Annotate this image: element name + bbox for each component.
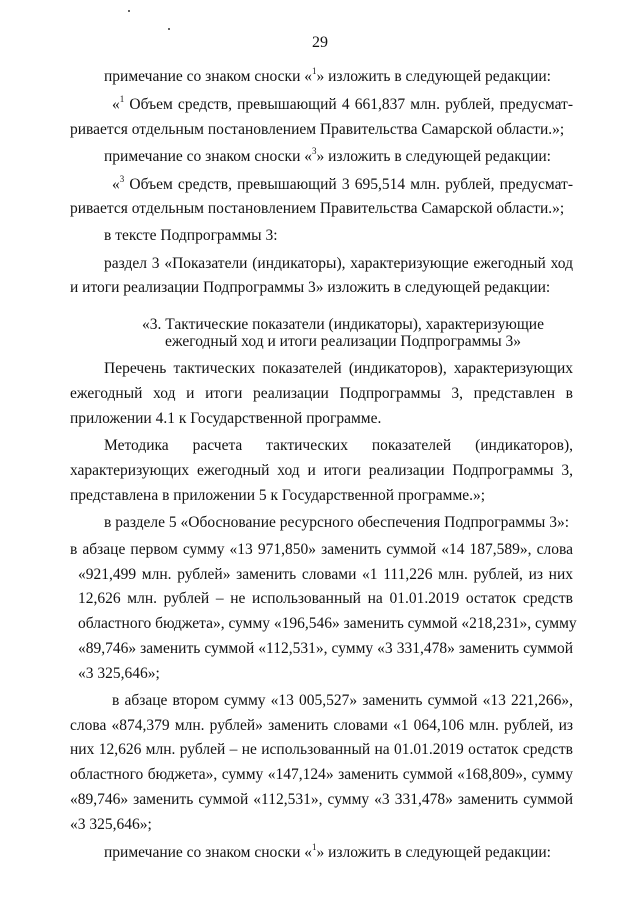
text-line: [104, 514, 569, 532]
text-line: [70, 462, 573, 480]
text-line: [70, 410, 560, 428]
text-line: [23, 333, 640, 351]
text-line: [70, 741, 573, 759]
text-line-content: примечание со знаком сноски «: [104, 148, 312, 165]
text-line-content: ривается отдельным постановлением Правительства Самарской области.»;: [70, 200, 565, 217]
text-line: [78, 665, 560, 683]
scan-speck: [128, 10, 130, 12]
footnote-mark: 1: [312, 841, 317, 852]
text-line: [70, 487, 560, 505]
text-line-content: примечание со знаком сноски «: [104, 844, 312, 861]
text-line-content: «89,746» заменить суммой «112,531», сумму «3 331,478» заменить суммой: [70, 791, 573, 808]
text-line: [104, 145, 552, 166]
text-line: [70, 121, 565, 139]
text-line: [112, 93, 573, 114]
text-line: [70, 717, 573, 735]
text-line: [70, 766, 573, 784]
text-line: [70, 385, 573, 403]
text-line-content: в разделе 5 «Обоснование ресурсного обеспечения Подпрограммы 3»:: [104, 514, 569, 531]
text-line-content: в абзаце первом сумму «13 971,850» заменить суммой «14 187,589», слова: [70, 541, 573, 558]
text-line-content: и итоги реализации Подпрограммы 3» изложить в следующей редакции:: [70, 279, 551, 296]
text-line: [70, 279, 560, 297]
text-line: [70, 791, 573, 809]
text-line-content: раздел 3 «Показатели (индикаторы), характеризующие ежегодный ход: [104, 255, 573, 272]
text-line-continuation: » изложить в следующей редакции:: [316, 148, 551, 165]
text-line: [78, 640, 573, 658]
text-line: [104, 437, 573, 455]
text-line-content: примечание со знаком сноски «: [104, 68, 312, 85]
footnote-mark: 3: [119, 173, 125, 184]
text-line: [104, 841, 560, 862]
text-line-content: в абзаце втором сумму «13 005,527» заменить суммой «13 221,266»,: [112, 692, 573, 709]
text-line-content: областного бюджета», сумму «147,124» заменить суммой «168,809», сумму: [70, 766, 573, 783]
text-line-content: «3 325,646»;: [78, 665, 160, 682]
text-line-continuation: Объем средств, превышающий 4 661,837 млн. рублей, предусмат-: [124, 96, 573, 113]
text-line: [104, 360, 573, 378]
page-number: 29: [312, 34, 328, 51]
scan-speck: [168, 28, 170, 30]
text-line: [78, 590, 573, 608]
text-line-content: Методика расчета тактических показателей (индикаторов),: [104, 437, 573, 454]
text-line-content: представлена в приложении 5 к Государственной программе.»;: [70, 487, 486, 504]
text-line-content: «3. Тактические показатели (индикаторы), характеризующие: [142, 316, 544, 333]
text-line-content: Перечень тактических показателей (индикаторов), характеризующих: [104, 360, 573, 377]
text-line: [78, 615, 577, 633]
text-line-content: областного бюджета», сумму «196,546» заменить суммой «218,231», сумму: [78, 615, 577, 632]
text-line-content: «921,499 млн. рублей» заменить словами «1 111,226 млн. рублей, из них: [78, 566, 573, 583]
text-line-content: «3 325,646»;: [70, 816, 152, 833]
footnote-mark: 3: [312, 145, 317, 156]
text-line-content: ривается отдельным постановлением Правительства Самарской области.»;: [70, 121, 565, 138]
text-line: [23, 316, 640, 334]
text-line-content: ежегодный ход и итоги реализации Подпрограммы 3, представлен в: [70, 385, 573, 402]
text-line: [104, 65, 552, 86]
text-line: [112, 692, 573, 710]
text-line-content: слова «874,379 млн. рублей» заменить словами «1 064,106 млн. рублей, из: [70, 717, 573, 734]
text-line-content: в тексте Подпрограммы 3:: [104, 227, 278, 244]
footnote-mark: 1: [312, 65, 317, 76]
text-line: [112, 173, 573, 194]
text-line-content: них 12,626 млн. рублей – не использованный на 01.01.2019 остаток средств: [70, 741, 573, 758]
text-line-content: 12,626 млн. рублей – не использованный на 01.01.2019 остаток средств: [78, 590, 573, 607]
text-line: [104, 227, 552, 245]
footnote-mark: 1: [119, 93, 125, 104]
text-line-continuation: » изложить в следующей редакции:: [316, 68, 551, 85]
text-line: [104, 255, 573, 273]
text-line: [70, 200, 565, 218]
text-line-content: приложении 4.1 к Государственной программе.: [70, 410, 382, 427]
text-line-continuation: Объем средств, превышающий 3 695,514 млн. рублей, предусмат-: [124, 176, 573, 193]
text-line-content: «: [112, 176, 120, 193]
text-line-content: «: [112, 96, 120, 113]
text-line-content: ежегодный ход и итоги реализации Подпрограммы 3»: [164, 333, 522, 350]
text-line-continuation: » изложить в следующей редакции:: [316, 844, 551, 861]
text-line: [70, 816, 560, 834]
text-line-content: «89,746» заменить суммой «112,531», сумму «3 331,478» заменить суммой: [78, 640, 573, 657]
text-line: [78, 566, 573, 584]
text-line-content: характеризующих ежегодный ход и итоги реализации Подпрограммы 3,: [70, 462, 573, 479]
text-line: [70, 541, 573, 559]
